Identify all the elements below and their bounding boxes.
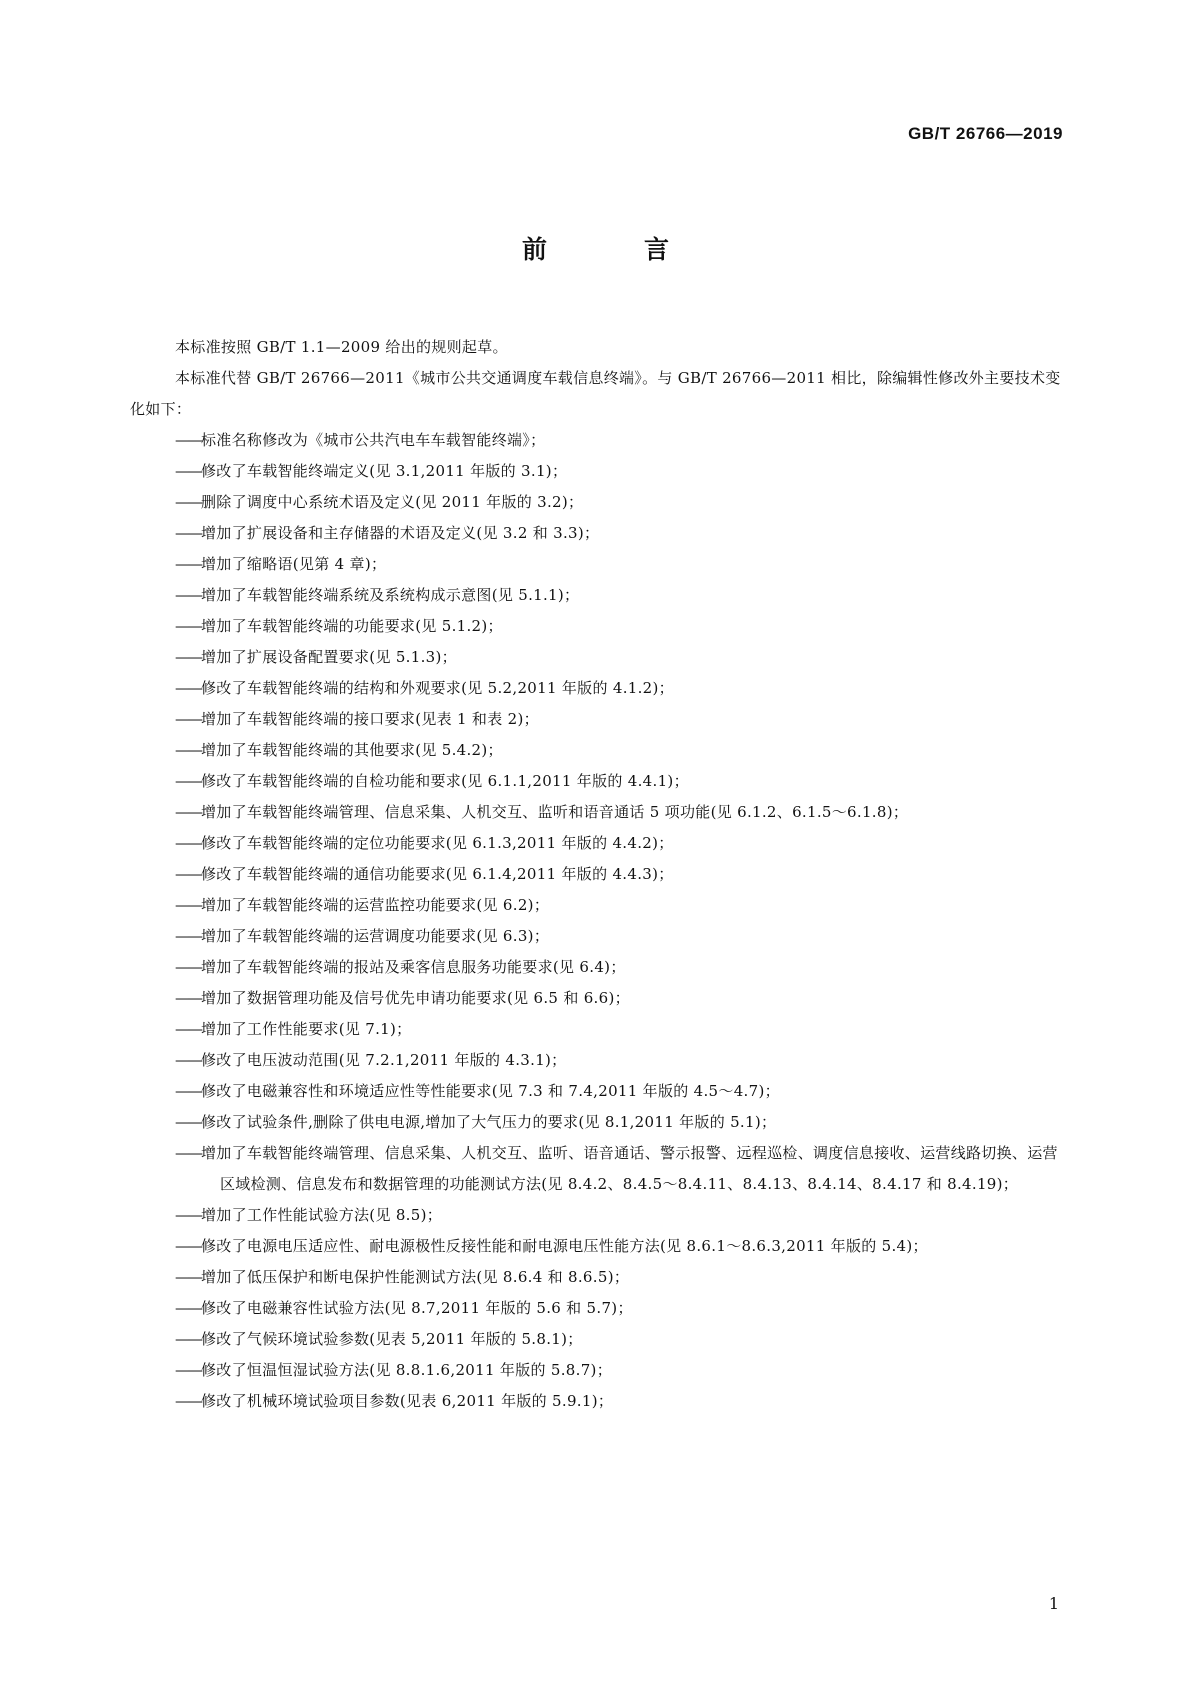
foreword-body	[130, 332, 1062, 1417]
change-text: 增加了缩略语(见第 4 章)；	[201, 555, 387, 573]
change-text: 修改了车载智能终端定义(见 3.1,2011 年版的 3.1)；	[201, 462, 568, 480]
list-dash: ——	[175, 1144, 201, 1162]
list-dash: ——	[175, 741, 201, 759]
change-item	[130, 673, 1062, 704]
list-dash: ——	[175, 1361, 201, 1379]
list-dash: ——	[175, 896, 201, 914]
change-text: 修改了电压波动范围(见 7.2.1,2011 年版的 4.3.1)；	[201, 1051, 567, 1069]
change-text: 增加了车载智能终端系统及系统构成示意图(见 5.1.1)；	[201, 586, 580, 604]
change-item	[130, 580, 1062, 611]
change-item	[130, 1231, 1062, 1262]
change-text: 增加了工作性能要求(见 7.1)；	[201, 1020, 412, 1038]
list-dash: ——	[175, 1113, 201, 1131]
change-text: 修改了车载智能终端的定位功能要求(见 6.1.3,2011 年版的 4.4.2)；	[201, 834, 674, 852]
change-text: 修改了电磁兼容性试验方法(见 8.7,2011 年版的 5.6 和 5.7)；	[201, 1299, 633, 1317]
change-text: 修改了电磁兼容性和环境适应性等性能要求(见 7.3 和 7.4,2011 年版的 4.5～4.7)；	[201, 1082, 780, 1100]
page-number: 1	[1048, 1594, 1059, 1613]
change-text: 增加了扩展设备配置要求(见 5.1.3)；	[201, 648, 457, 666]
change-text: 增加了车载智能终端管理、信息采集、人机交互、监听和语音通话 5 项功能(见 6.1.2、6.1.5～6.1.8)；	[201, 803, 909, 821]
change-item	[130, 456, 1062, 487]
change-text: 修改了车载智能终端的结构和外观要求(见 5.2,2011 年版的 4.1.2)；	[201, 679, 674, 697]
change-item	[130, 425, 1062, 456]
standard-code-header: GB/T 26766—2019	[908, 124, 1063, 143]
change-item	[130, 1014, 1062, 1045]
page-title: 前 言	[521, 235, 705, 264]
change-item	[130, 1076, 1062, 1107]
list-dash: ——	[175, 648, 201, 666]
paragraph-replacement-note: 本标准代替 GB/T 26766—2011《城市公共交通调度车载信息终端》。与 GB/T 26766—2011 相比，除编辑性修改外主要技术变化如下：	[130, 369, 1061, 418]
list-dash: ——	[175, 462, 201, 480]
change-item	[130, 983, 1062, 1014]
change-text: 修改了试验条件,删除了供电电源,增加了大气压力的要求(见 8.1,2011 年版的 5.1)；	[201, 1113, 777, 1131]
list-dash: ——	[175, 1051, 201, 1069]
change-item	[130, 704, 1062, 735]
change-item	[130, 1107, 1062, 1138]
list-dash: ——	[175, 1082, 201, 1100]
change-item	[130, 549, 1062, 580]
change-item	[130, 921, 1062, 952]
change-item	[130, 859, 1062, 890]
change-item	[130, 487, 1062, 518]
list-dash: ——	[175, 772, 201, 790]
change-text: 增加了低压保护和断电保护性能测试方法(见 8.6.4 和 8.6.5)；	[201, 1268, 630, 1286]
change-text: 修改了气候环境试验参数(见表 5,2011 年版的 5.8.1)；	[201, 1330, 583, 1348]
change-item	[130, 1138, 1062, 1200]
change-text: 增加了车载智能终端的运营监控功能要求(见 6.2)；	[201, 896, 550, 914]
list-dash: ——	[175, 927, 201, 945]
change-text: 删除了调度中心系统术语及定义(见 2011 年版的 3.2)；	[201, 493, 584, 511]
list-dash: ——	[175, 865, 201, 883]
list-dash: ——	[175, 1299, 201, 1317]
change-item	[130, 1262, 1062, 1293]
change-text: 修改了车载智能终端的自检功能和要求(见 6.1.1,2011 年版的 4.4.1)；	[201, 772, 689, 790]
change-item	[130, 1293, 1062, 1324]
list-dash: ——	[175, 1330, 201, 1348]
change-text: 修改了恒温恒湿试验方法(见 8.8.1.6,2011 年版的 5.8.7)；	[201, 1361, 612, 1379]
change-text: 修改了车载智能终端的通信功能要求(见 6.1.4,2011 年版的 4.4.3)；	[201, 865, 674, 883]
list-dash: ——	[175, 555, 201, 573]
list-dash: ——	[175, 710, 201, 728]
changes-list	[130, 425, 1062, 1417]
change-text: 增加了车载智能终端管理、信息采集、人机交互、监听、语音通话、警示报警、远程巡检、调度信息接收、运营线路切换、运营区域检测、信息发布和数据管理的功能测试方法(见 8.4.2、8.4.5～8.4.11、8.4.13、8.4.14、8.4.17 和 8.4.19)；	[201, 1144, 1058, 1193]
change-item	[130, 611, 1062, 642]
change-text: 修改了机械环境试验项目参数(见表 6,2011 年版的 5.9.1)；	[201, 1392, 614, 1410]
change-text: 增加了车载智能终端的接口要求(见表 1 和表 2)；	[201, 710, 539, 728]
change-item	[130, 828, 1062, 859]
list-dash: ——	[175, 803, 201, 821]
change-text: 增加了扩展设备和主存储器的术语及定义(见 3.2 和 3.3)；	[201, 524, 600, 542]
change-text: 增加了车载智能终端的报站及乘客信息服务功能要求(见 6.4)；	[201, 958, 626, 976]
change-text: 修改了电源电压适应性、耐电源极性反接性能和耐电源电压性能方法(见 8.6.1～8.6.3,2011 年版的 5.4)；	[201, 1237, 928, 1255]
list-dash: ——	[175, 617, 201, 635]
change-text: 增加了车载智能终端的运营调度功能要求(见 6.3)；	[201, 927, 550, 945]
list-dash: ——	[175, 493, 201, 511]
paragraph-drafting-rules: 本标准按照 GB/T 1.1—2009 给出的规则起草。	[175, 338, 508, 356]
change-text: 增加了数据管理功能及信号优先申请功能要求(见 6.5 和 6.6)；	[201, 989, 630, 1007]
list-dash: ——	[175, 834, 201, 852]
change-item	[130, 766, 1062, 797]
change-item	[130, 1386, 1062, 1417]
list-dash: ——	[175, 1237, 201, 1255]
change-item	[130, 952, 1062, 983]
list-dash: ——	[175, 1020, 201, 1038]
list-dash: ——	[175, 1392, 201, 1410]
change-item	[130, 642, 1062, 673]
change-item	[130, 890, 1062, 921]
change-item	[130, 1200, 1062, 1231]
change-text: 标准名称修改为《城市公共汽电车车载智能终端》；	[201, 431, 546, 449]
change-item	[130, 1355, 1062, 1386]
list-dash: ——	[175, 586, 201, 604]
change-item	[130, 797, 1062, 828]
list-dash: ——	[175, 989, 201, 1007]
list-dash: ——	[175, 679, 201, 697]
change-item	[130, 1045, 1062, 1076]
list-dash: ——	[175, 1206, 201, 1224]
change-item	[130, 735, 1062, 766]
list-dash: ——	[175, 524, 201, 542]
list-dash: ——	[175, 958, 201, 976]
change-item	[130, 518, 1062, 549]
change-text: 增加了工作性能试验方法(见 8.5)；	[201, 1206, 443, 1224]
change-text: 增加了车载智能终端的功能要求(见 5.1.2)；	[201, 617, 503, 635]
list-dash: ——	[175, 1268, 201, 1286]
change-text: 增加了车载智能终端的其他要求(见 5.4.2)；	[201, 741, 503, 759]
change-item	[130, 1324, 1062, 1355]
list-dash: ——	[175, 431, 201, 449]
